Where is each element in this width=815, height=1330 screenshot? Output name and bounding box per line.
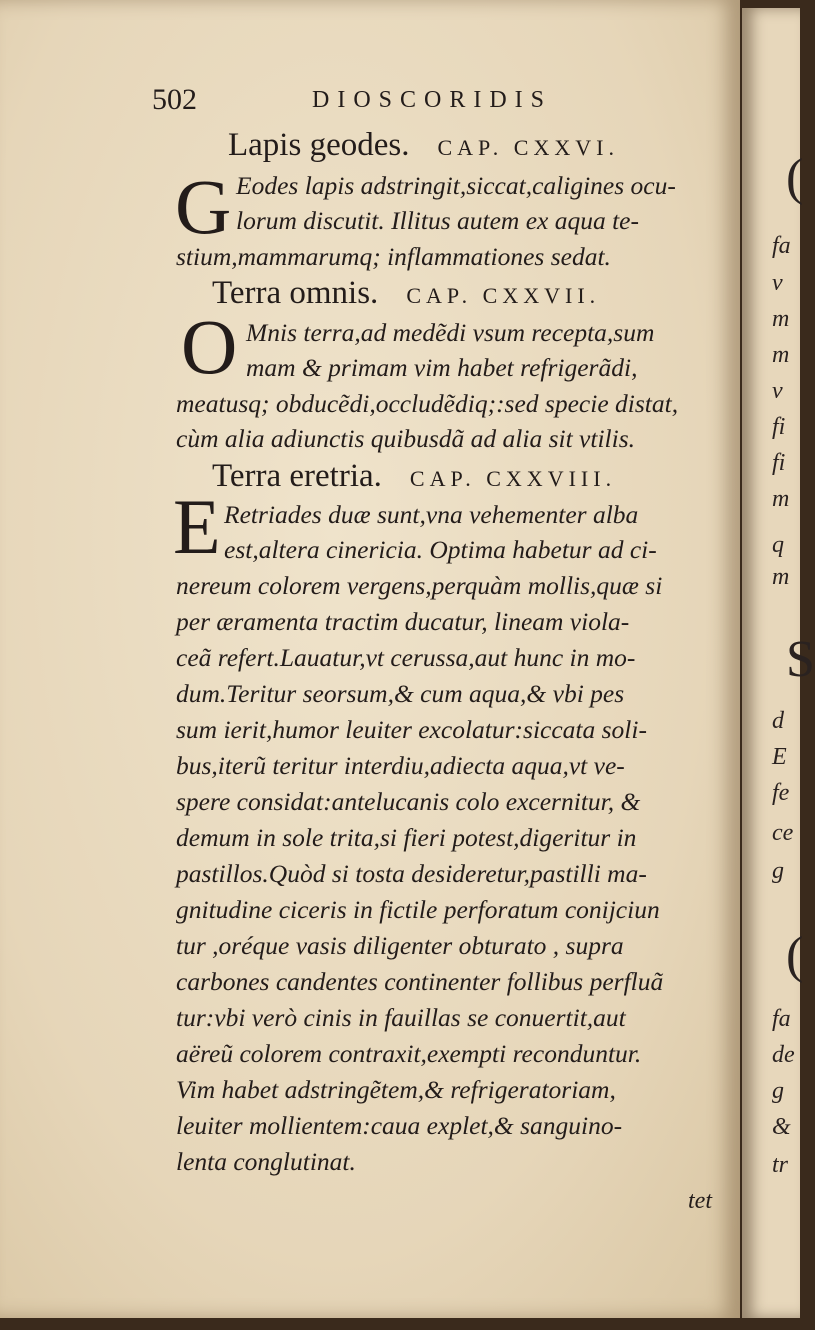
text-line: Vim habet adstringẽtem,& refrigeratoriam, [176, 1075, 616, 1104]
text-line: est,altera cinericia. Optima habetur ad ci- [224, 535, 657, 564]
facing-fragment: m [772, 306, 790, 332]
facing-fragment: S [786, 631, 815, 688]
text-line: ceã refert.Lauatur,vt cerussa,aut hunc in mo- [176, 643, 636, 672]
text-line: pastillos.Quòd si tosta desideretur,pastilli ma- [176, 859, 647, 888]
text-line: tur ,oréque vasis diligenter obturato , supra [176, 931, 624, 960]
facing-fragment: E [772, 744, 787, 770]
facing-fragment: ce [772, 820, 794, 846]
text-line: leuiter mollientem:caua explet,& sanguino- [176, 1111, 623, 1140]
drop-capital: E [173, 483, 221, 570]
facing-fragment: de [772, 1042, 795, 1068]
text-line: bus,iterũ teritur interdiu,adiecta aqua,vt ve- [176, 751, 625, 780]
facing-fragment: q [772, 532, 784, 558]
facing-fragment: d [772, 708, 784, 734]
facing-fragment: fi [772, 450, 786, 476]
chapter-heading [212, 458, 616, 495]
running-head [152, 83, 592, 123]
facing-fragment: m [772, 342, 790, 368]
text-line: Mnis terra,ad medẽdi vsum recepta,sum [246, 318, 655, 347]
chapter-title: Lapis geodes. [228, 127, 410, 163]
chapter-number: CAP. CXXVI. [437, 135, 619, 160]
text-line: carbones candentes continenter follibus perfluã [176, 967, 664, 996]
facing-fragment: v [772, 270, 783, 296]
facing-fragment: fi [772, 414, 786, 440]
text-line: per æramenta tractim ducatur, lineam viola- [176, 607, 630, 636]
text-line: cùm alia adiunctis quibusdã ad alia sit vtilis. [176, 424, 635, 453]
text-line: lorum discutit. Illitus autem ex aqua te- [236, 206, 639, 235]
page-number: 502 [152, 83, 197, 116]
chapter-number: CAP. CXXVII. [406, 283, 601, 308]
text-line: lenta conglutinat. [176, 1147, 356, 1176]
text-line: Retriades duæ sunt,vna vehementer alba [224, 500, 639, 529]
facing-fragment: g [772, 1078, 784, 1104]
text-line: stium,mammarumq; inflammationes sedat. [176, 242, 611, 271]
chapter-heading [228, 127, 619, 164]
text-line: spere considat:antelucanis colo excernitur, & [176, 787, 641, 816]
facing-fragment: fa [772, 233, 791, 259]
facing-fragment: g [772, 858, 784, 884]
facing-fragment: ( [786, 149, 804, 206]
text-line: demum in sole trita,si fieri potest,digeritur in [176, 823, 637, 852]
text-line: sum ierit,humor leuiter excolatur:siccata soli- [176, 715, 647, 744]
drop-capital: G [175, 163, 232, 250]
chapter-heading [212, 275, 600, 312]
facing-fragment: fe [772, 780, 790, 806]
text-line: aëreũ colorem contraxit,exempti reconduntur. [176, 1039, 642, 1068]
text-line: nereum colorem vergens,perquàm mollis,quæ si [176, 571, 663, 600]
facing-fragment: v [772, 378, 783, 404]
facing-fragment: tr [772, 1152, 789, 1178]
chapter-title: Terra omnis. [212, 275, 379, 311]
catchword: tet [688, 1188, 712, 1214]
running-title: DIOSCORIDIS [312, 87, 553, 113]
drop-capital: O [181, 303, 238, 390]
text-line: mam & primam vim habet refrigerãdi, [246, 353, 638, 382]
facing-fragment: & [772, 1114, 791, 1140]
chapter-title: Terra eretria. [212, 458, 382, 494]
facing-fragment: ( [786, 927, 804, 984]
text-line: Eodes lapis adstringit,siccat,caligines ocu- [236, 171, 676, 200]
facing-fragment: m [772, 486, 790, 512]
text-line: meatusq; obducẽdi,occludẽdiq;:sed specie distat, [176, 389, 679, 418]
text-line: dum.Teritur seorsum,& cum aqua,& vbi pes [176, 679, 625, 708]
facing-fragment: m [772, 564, 790, 590]
text-line: gnitudine ciceris in fictile perforatum conijciun [176, 895, 660, 924]
chapter-number: CAP. CXXVIII. [409, 466, 617, 491]
text-line: tur:vbi verò cinis in fauillas se conuertit,aut [176, 1003, 626, 1032]
facing-fragment: fa [772, 1006, 791, 1032]
facing-page-edge [742, 8, 815, 1318]
